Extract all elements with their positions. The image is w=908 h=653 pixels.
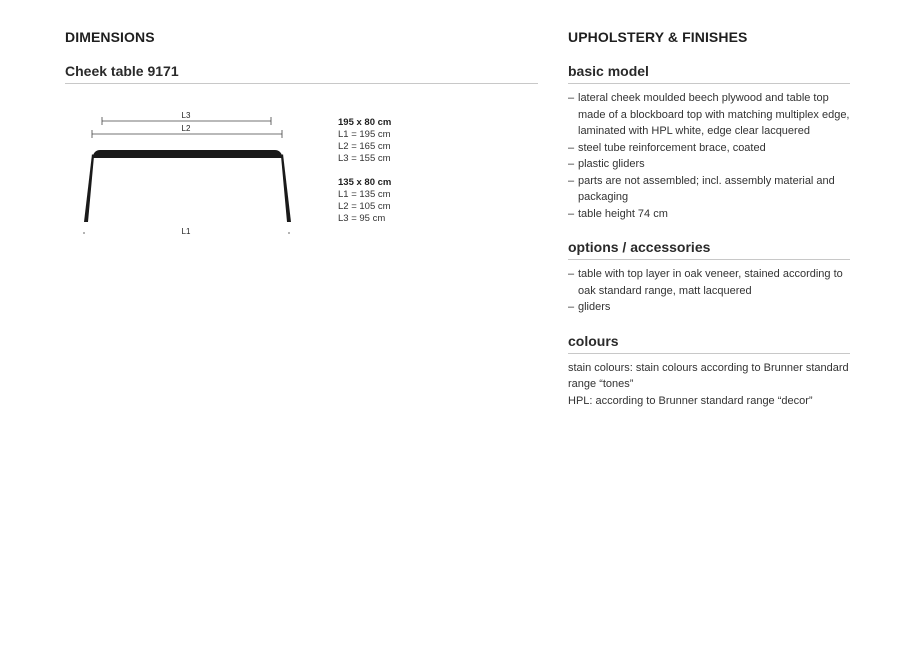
colours-heading: colours [568, 333, 850, 354]
colours-line: HPL: according to Brunner standard range “decor” [568, 394, 813, 407]
size-l3: L3 = 155 cm [338, 153, 391, 164]
size-list [338, 117, 391, 237]
dimensions-column [65, 28, 538, 234]
list-item: – table with top layer in oak veneer, stained according to oak standard range, matt lacquered [568, 266, 850, 299]
list-item: – table height 74 cm [568, 206, 850, 223]
finishes-column [568, 28, 850, 409]
size-heading: 135 x 80 cm [338, 177, 392, 188]
l1-label: L1 [181, 227, 191, 234]
size-heading: 195 x 80 cm [338, 117, 392, 128]
l3-label: L3 [181, 111, 191, 120]
dimensions-title: DIMENSIONS [65, 29, 155, 45]
l2-label: L2 [181, 124, 191, 133]
list-item: – lateral cheek moulded beech plywood and table top made of a blockboard top with matching multiplex edge, laminated with HPL white, edge clear lacquered [568, 90, 850, 140]
table-top-shape [92, 150, 283, 158]
list-item: – parts are not assembled; incl. assembly material and packaging [568, 173, 850, 206]
options-list [568, 266, 850, 316]
list-item: – gliders [568, 299, 850, 316]
basic-model-list [568, 90, 850, 222]
size-l2: L2 = 105 cm [338, 201, 391, 212]
right-cheek-shape [281, 154, 291, 222]
finishes-title: UPHOLSTERY & FINISHES [568, 29, 748, 45]
size-group [338, 177, 391, 225]
list-item: – steel tube reinforcement brace, coated [568, 140, 850, 157]
basic-model-heading: basic model [568, 63, 850, 84]
size-l1: L1 = 135 cm [338, 189, 391, 200]
left-cheek-shape [84, 154, 94, 222]
colours-text [568, 360, 850, 410]
size-l2: L2 = 165 cm [338, 141, 391, 152]
table-side-view-drawing [65, 84, 325, 234]
size-group [338, 117, 391, 165]
size-l3: L3 = 95 cm [338, 213, 386, 224]
colours-line: stain colours: stain colours according to Brunner standard range “tones” [568, 361, 849, 390]
product-name: Cheek table 9171 [65, 63, 538, 84]
size-l1: L1 = 195 cm [338, 129, 391, 140]
list-item: – plastic gliders [568, 156, 850, 173]
table-drawing [65, 84, 538, 234]
options-heading: options / accessories [568, 239, 850, 260]
